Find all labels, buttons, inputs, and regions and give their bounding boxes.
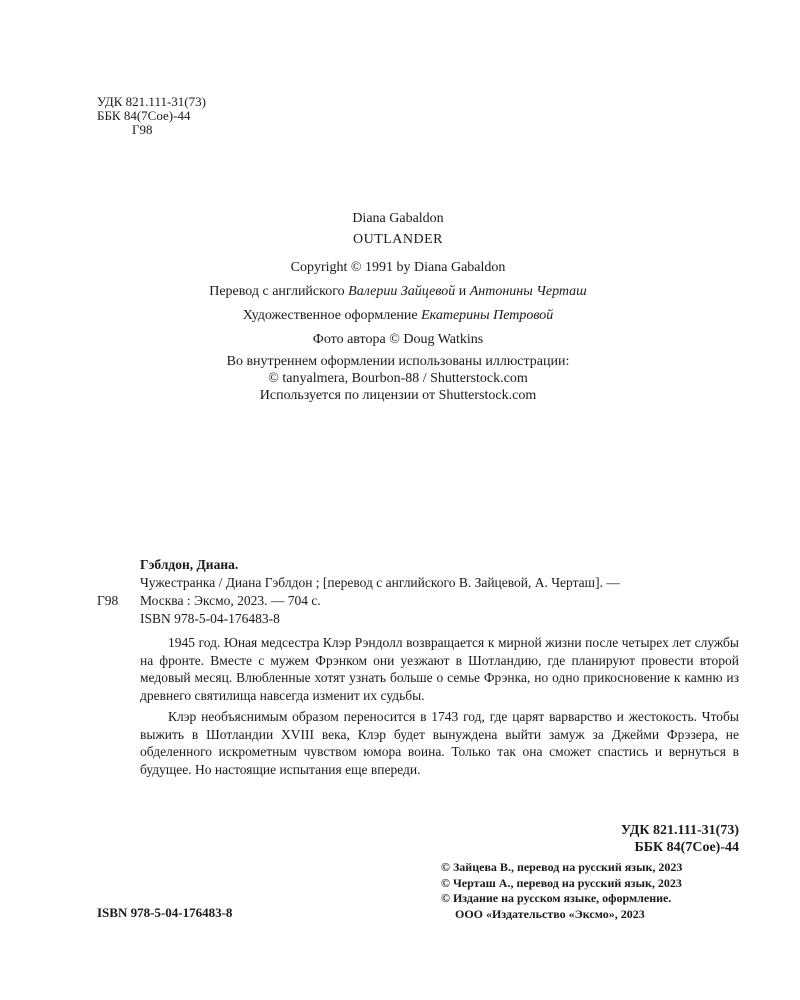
original-author: Diana Gabaldon bbox=[352, 211, 444, 226]
classification-codes bbox=[97, 95, 206, 137]
illustrations-line: Используется по лицензии от Shutterstock.com bbox=[259, 388, 537, 403]
copyright-publisher: ООО «Издательство «Эксмо», 2023 bbox=[455, 906, 645, 921]
art-prefix: Художественное оформление bbox=[242, 308, 418, 323]
udk-code: УДК 821.111-31(73) bbox=[97, 94, 206, 109]
author-mark: Г98 bbox=[132, 122, 153, 137]
translator-1: Валерии Зайцевой bbox=[348, 284, 456, 299]
card-author-heading: Гэблдон, Диана. bbox=[140, 557, 239, 572]
translation-prefix: Перевод с английского bbox=[209, 284, 345, 299]
translation-credit bbox=[150, 281, 646, 303]
card-publication: Москва : Эксмо, 2023. — 704 с. bbox=[140, 593, 321, 608]
copyright-edition: © Издание на русском языке, оформление. bbox=[441, 891, 672, 905]
card-bib-line bbox=[97, 592, 739, 610]
photo-credit: Фото автора © Doug Watkins bbox=[312, 332, 484, 347]
card-udk: УДК 821.111-31(73) bbox=[620, 823, 739, 838]
copyright-translator-2: © Черташ А., перевод на русский язык, 2023 bbox=[441, 875, 682, 890]
bbk-code: ББК 84(7Сое)-44 bbox=[97, 108, 191, 123]
copyright-translator-1: © Зайцева В., перевод на русский язык, 2023 bbox=[441, 860, 683, 874]
card-author-mark: Г98 bbox=[97, 593, 119, 608]
translation-conj: и bbox=[458, 284, 467, 299]
credits-block bbox=[150, 209, 646, 404]
card-bbk: ББК 84(7Сое)-44 bbox=[634, 840, 739, 855]
artist-name: Екатерины Петровой bbox=[421, 308, 554, 323]
catalog-card bbox=[97, 556, 739, 778]
illustrations-credit bbox=[150, 353, 646, 404]
illustrations-line: © tanyalmera, Bourbon-88 / Shutterstock.com bbox=[268, 371, 528, 386]
card-annotation: 1945 год. Юная медсестра Клэр Рэндолл возвращается к мирной жизни после четырех лет службы на фронте. Вместе с мужем Фрэнком они уезжают в Шотландию, где планируют провести второй медовый месяц. Влюбленные хотят узнать больше о семье Фрэнка, но одно прикосновение к камню из древнего святилища навсегда изменит их судьбы. bbox=[140, 635, 739, 703]
copyright-line: Copyright © 1991 by Diana Gabaldon bbox=[290, 260, 506, 275]
original-title: OUTLANDER bbox=[352, 232, 444, 247]
isbn-bottom: ISBN 978-5-04-176483-8 bbox=[97, 905, 233, 920]
illustrations-line: Во внутреннем оформлении использованы иллюстрации: bbox=[226, 354, 570, 369]
copyright-notices bbox=[441, 860, 682, 922]
card-annotation: Клэр необъяснимым образом переносится в 1743 год, где царят варварство и жестокость. Чтобы выжить в Шотландии XVIII века, Клэр будет вынуждена выйти замуж за Джейми Фрэзера, не обделенного искрометным чувством юмора воина. Только так она сможет спастись и вернуться в будущее. Но настоящие испытания еще впереди. bbox=[140, 709, 739, 777]
card-isbn: ISBN 978-5-04-176483-8 bbox=[140, 611, 280, 626]
card-bib-line: Чужестранка / Диана Гэблдон ; [перевод с английского В. Зайцевой, А. Черташ]. — bbox=[140, 575, 620, 590]
translator-2: Антонины Черташ bbox=[469, 284, 587, 299]
art-credit bbox=[150, 305, 646, 327]
card-classification bbox=[621, 822, 739, 856]
